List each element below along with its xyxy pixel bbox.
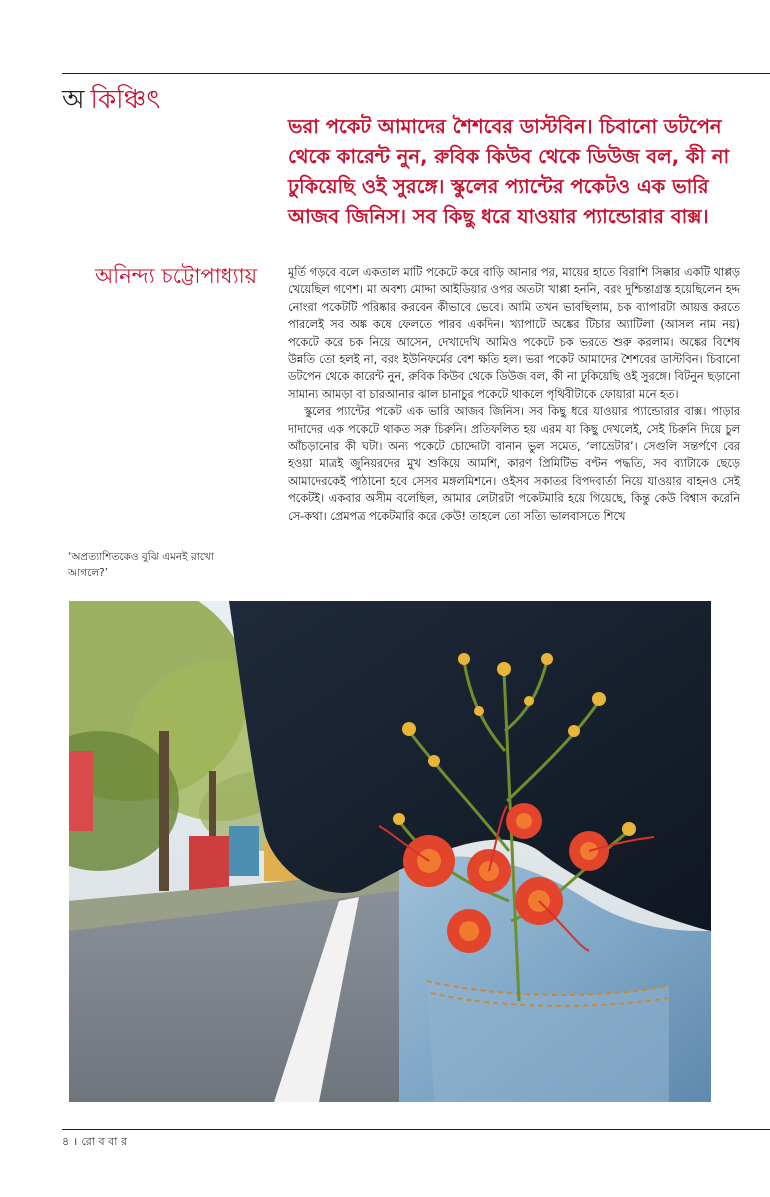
byline: অনিন্দ্য চট্টোপাধ্যায় <box>95 264 258 288</box>
photo-caption: ‘অপ্রত্যাশিতকেও বুঝি এমনই রাখো আগলে?’ <box>68 551 214 579</box>
article-body <box>288 264 740 525</box>
magazine-name: রো ব বা র <box>81 1135 127 1148</box>
page-number: ৪ <box>62 1135 70 1148</box>
page-footer <box>62 1133 127 1152</box>
section-prefix: অ <box>62 85 85 115</box>
article-photo <box>69 601 711 1102</box>
photo-illustration <box>69 601 711 1102</box>
bottom-rule <box>62 1129 770 1130</box>
section-name: কিঞ্চিৎ <box>90 85 161 115</box>
standfirst: ভরা পকেট আমাদের শৈশবের ডাস্টবিন। চিবানো ডটপেন থেকে কারেন্ট নুন, রুবিক কিউব থেকে ডিউজ বল, কী না ঢুকিয়েছি ওই সুরঙ্গে। স্কুলের প্যান্টের পকেটও এক ভারি আজব জিনিস। সব কিছু ধরে যাওয়ার প্যান্ডোরার বাক্স। <box>288 115 730 228</box>
body-paragraph-1: মূর্তি গড়বে বলে একতাল মাটি পকেটে করে বাড়ি আনার পর, মায়ের হাতে বিরাশি সিক্কার একটি থাপ্পড় খেয়েছিল গণেশ। মা অবশ্য মোদ্দা আইডিয়ার ওপর অতটা খাপ্পা হননি, বরং দুশ্চিন্তাগ্রস্ত হয়েছিলেন হদ্দ নোংরা পকেটটি পরিষ্কার করবেন কীভাবে ভেবে। আমি তখন ভাবছিলাম, চক ব্যাপারটা আয়ত্ত করতে পারলেই সব অঙ্ক কষে ফেলতে পারব একদিন। খ্যাপাটে অঙ্কের টিচার অ্যাটিলা (আসল নাম নয়) পকেটে করে চক নিয়ে আসেন, দেখাদেখি আমিও পকেটে চক ভরতে শুরু করলাম। অঙ্কের বিশেষ উন্নতি তো হলই না, বরং ইউনিফর্মের বেশ ক্ষতি হল। ভরা পকেট আমাদের শৈশবের ডাস্টবিন। চিবানো ডটপেন থেকে কারেন্ট নুন, রুবিক কিউব থেকে ডিউজ বল, কী না ঢুকিয়েছি ওই সুরঙ্গে। বিটনুন ছড়ানো সামান্য আমড়া বা চারআনার ঝাল চানাচুর পকেটে থাকলে পৃথিবীটাকে ফোয়ারা মনে হত। <box>288 266 740 401</box>
body-paragraph-2: স্কুলের প্যান্টের পকেট এক ভারি আজব জিনিস। সব কিছু ধরে যাওয়ার প্যান্ডোরার বাক্স। পাড়ার দাদাদের এক পকেটে থাকত সরু চিরুনি। প্রতিফলিত হয় এরম যা কিছু দেখলেই, সেই চিরুনি দিয়ে চুল আঁচড়ানোর কী ঘটা। অন্য পকেটে চোদ্দোটা বানান ভুল সমেত, ‘লাভ্রেটার’। সেগুলি সন্তর্পণে বের হওয়া মাত্রই জুনিয়রদের মুখ শুকিয়ে আমশি, কারণ প্রিমিটিভ বণ্টন পদ্ধতি, সব ব্যাটাকে ছেড়ে আমাদেরকেই পাঠানো হবে সেসব মঙ্গলমিশনে। ওইসব সকাতর বিপদবার্তা নিয়ে যাওয়ার বাহনও সেই পকেটই। একবার অসীম বলেছিল, আমার লেটারটা পকেটমারি হয়ে গিয়েছে, কিন্তু কেউ বিশ্বাস করেনি সে-কথা। প্রেমপত্র পকেটমারি করে কেউ! তাহলে তো সত্যি ভালবাসতে শিখে <box>288 405 741 523</box>
top-rule <box>62 73 770 74</box>
section-label <box>62 84 160 116</box>
footer-separator: । <box>73 1135 78 1148</box>
